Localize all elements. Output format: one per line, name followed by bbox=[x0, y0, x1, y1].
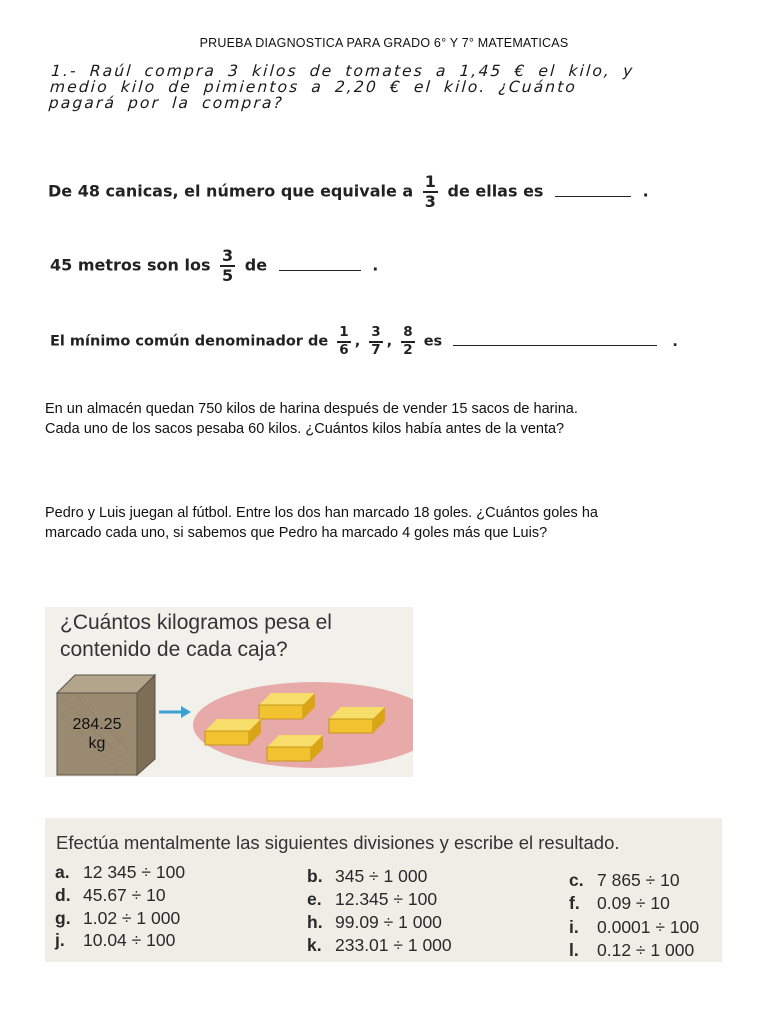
crate-illustration bbox=[45, 607, 413, 777]
fraction-numerator: 1 bbox=[337, 326, 350, 343]
fraction bbox=[337, 326, 350, 357]
division-expression: 10.04 ÷ 100 bbox=[83, 930, 176, 950]
fraction-numerator: 3 bbox=[369, 326, 382, 343]
question-3-text: de bbox=[244, 255, 268, 275]
document-header: PRUEBA DIAGNOSTICA PARA GRADO 6° Y 7° MATEMATICAS bbox=[199, 36, 569, 50]
crate-weight-value: 284.25 bbox=[72, 716, 122, 733]
division-expression: 0.09 ÷ 10 bbox=[597, 893, 670, 913]
division-item bbox=[55, 930, 175, 951]
division-item bbox=[307, 889, 437, 910]
fraction bbox=[423, 174, 438, 210]
division-expression: 12.345 ÷ 100 bbox=[335, 889, 438, 909]
item-letter: k. bbox=[307, 935, 322, 955]
division-item bbox=[307, 935, 452, 956]
division-expression: 345 ÷ 1 000 bbox=[335, 866, 428, 886]
question-1-line: pagará por la compra? bbox=[48, 94, 285, 112]
item-letter: j. bbox=[55, 930, 65, 950]
answer-blank[interactable] bbox=[555, 196, 631, 197]
divisions-exercise bbox=[45, 818, 722, 962]
question-3 bbox=[50, 248, 378, 284]
gold-bar-icon bbox=[259, 693, 315, 719]
item-letter: h. bbox=[307, 912, 323, 932]
division-expression: 7 865 ÷ 10 bbox=[597, 870, 680, 890]
question-5 bbox=[45, 399, 578, 439]
question-3-end: . bbox=[372, 255, 379, 275]
question-6-line: marcado cada uno, si sabemos que Pedro ha marcado 4 goles más que Luis? bbox=[45, 525, 548, 541]
fraction-denominator: 2 bbox=[403, 341, 413, 358]
fraction-separator: , bbox=[386, 333, 393, 350]
question-2 bbox=[48, 174, 649, 210]
division-item bbox=[569, 940, 694, 961]
division-expression: 45.67 ÷ 10 bbox=[83, 885, 166, 905]
arrow-icon bbox=[159, 706, 191, 718]
fraction-denominator: 5 bbox=[222, 266, 234, 285]
crate-label bbox=[61, 715, 133, 753]
item-letter: g. bbox=[55, 908, 71, 928]
item-letter: l. bbox=[569, 940, 579, 960]
fraction-numerator: 8 bbox=[401, 326, 414, 343]
question-2-end: . bbox=[642, 181, 649, 201]
fraction-denominator: 7 bbox=[371, 341, 381, 358]
division-expression: 233.01 ÷ 1 000 bbox=[335, 935, 452, 955]
fraction-denominator: 6 bbox=[339, 341, 349, 358]
question-1 bbox=[48, 63, 741, 111]
division-item bbox=[569, 917, 699, 938]
division-item bbox=[307, 912, 442, 933]
division-item bbox=[55, 885, 166, 906]
division-item bbox=[55, 862, 185, 883]
question-1-line: medio kilo de pimientos a 2,20 € el kilo. ¿Cuánto bbox=[49, 78, 578, 96]
item-letter: c. bbox=[569, 870, 584, 890]
division-item bbox=[307, 866, 427, 887]
fraction bbox=[369, 326, 382, 357]
item-letter: a. bbox=[55, 862, 70, 882]
fraction bbox=[401, 326, 414, 357]
question-4 bbox=[50, 326, 678, 357]
item-letter: b. bbox=[307, 866, 323, 886]
question-6-line: Pedro y Luis juegan al fútbol. Entre los dos han marcado 18 goles. ¿Cuántos goles ha bbox=[45, 505, 598, 521]
question-6 bbox=[45, 503, 598, 543]
crate-weight-unit: kg bbox=[88, 735, 106, 752]
question-2-text: De 48 canicas, el número que equivale a bbox=[48, 181, 414, 201]
division-expression: 0.0001 ÷ 100 bbox=[597, 917, 700, 937]
fraction-numerator: 1 bbox=[424, 172, 436, 191]
answer-blank[interactable] bbox=[279, 270, 361, 271]
gold-bar-icon bbox=[267, 735, 323, 761]
item-letter: i. bbox=[569, 917, 579, 937]
division-expression: 0.12 ÷ 1 000 bbox=[597, 940, 695, 960]
question-4-end: . bbox=[672, 333, 678, 350]
division-item bbox=[569, 893, 670, 914]
division-expression: 1.02 ÷ 1 000 bbox=[83, 908, 181, 928]
fraction-numerator: 3 bbox=[222, 246, 234, 265]
gold-bar-icon bbox=[205, 719, 261, 745]
division-expression: 12 345 ÷ 100 bbox=[83, 862, 186, 882]
answer-blank[interactable] bbox=[453, 345, 657, 346]
division-expression: 99.09 ÷ 1 000 bbox=[335, 912, 442, 932]
illustration-title-line: ¿Cuántos kilogramos pesa el bbox=[60, 611, 332, 634]
division-item bbox=[55, 908, 180, 929]
question-1-line: 1.- Raúl compra 3 kilos de tomates a 1,45 € el kilo, y bbox=[50, 62, 635, 80]
fraction-denominator: 3 bbox=[424, 192, 436, 211]
item-letter: f. bbox=[569, 893, 580, 913]
item-letter: d. bbox=[55, 885, 71, 905]
gold-bar-icon bbox=[329, 707, 385, 733]
question-4-text: El mínimo común denominador de bbox=[50, 333, 329, 350]
question-5-line: Cada uno de los sacos pesaba 60 kilos. ¿Cuántos kilos había antes de la venta? bbox=[45, 421, 565, 437]
question-5-line: En un almacén quedan 750 kilos de harina después de vender 15 sacos de harina. bbox=[45, 401, 578, 417]
question-3-text: 45 metros son los bbox=[50, 255, 211, 275]
illustration-title-line: contenido de cada caja? bbox=[60, 638, 288, 661]
exercise-heading: Efectúa mentalmente las siguientes divisiones y escribe el resultado. bbox=[56, 832, 620, 853]
item-letter: e. bbox=[307, 889, 322, 909]
division-item bbox=[569, 870, 680, 891]
question-4-text: es bbox=[423, 333, 443, 350]
fraction bbox=[220, 248, 235, 284]
fraction-separator: , bbox=[354, 333, 361, 350]
question-2-text: de ellas es bbox=[447, 181, 544, 201]
